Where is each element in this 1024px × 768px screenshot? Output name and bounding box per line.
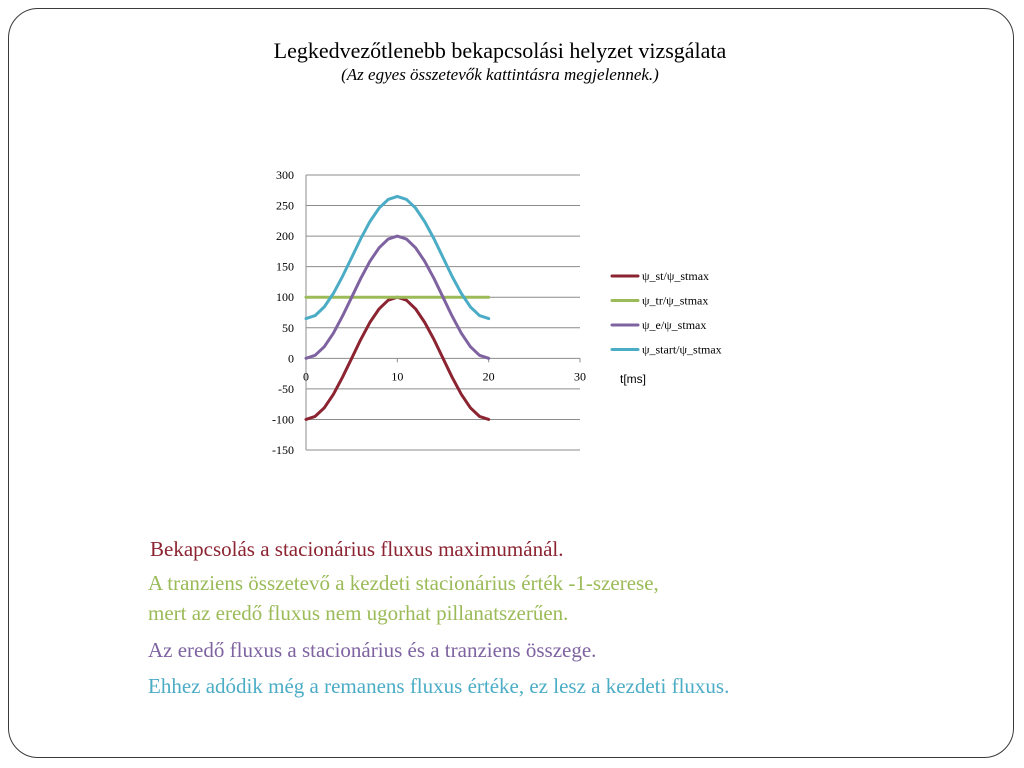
x-tick-label: 30	[574, 369, 586, 384]
y-tick-label: -50	[278, 381, 294, 396]
y-tick-label: -100	[272, 412, 294, 427]
y-tick-label: 50	[282, 320, 294, 335]
caption-transient-2: mert az eredő fluxus nem ugorhat pillanatszerűen.	[148, 601, 569, 625]
x-tick-label: 20	[482, 369, 495, 384]
caption-transient-1: A tranziens összetevő a kezdeti stacionárius érték -1-szerese,	[148, 571, 659, 595]
legend-label: ψ_tr/ψ_stmax	[642, 293, 709, 308]
caption-resultant: Az eredő fluxus a stacionárius és a tranziens összege.	[148, 638, 597, 662]
slide-title: Legkedvezőtlenebb bekapcsolási helyzet vizsgálata	[273, 38, 727, 63]
y-tick-label: -150	[272, 443, 294, 457]
slide-subtitle: (Az egyes összetevők kattintásra megjelennek.)	[341, 65, 659, 84]
y-tick-label: 100	[276, 290, 294, 305]
y-tick-label: 150	[276, 259, 294, 274]
x-axis-label: t[ms]	[620, 372, 646, 386]
caption-stationary: Bekapcsolás a stacionárius fluxus maximumánál.	[150, 537, 564, 561]
series-line	[306, 196, 489, 318]
x-tick-label: 10	[391, 369, 404, 384]
y-tick-label: 250	[276, 198, 294, 213]
x-tick-label: 0	[303, 369, 309, 384]
y-tick-label: 0	[288, 351, 294, 366]
legend-label: ψ_e/ψ_stmax	[642, 318, 707, 332]
y-tick-label: 300	[276, 168, 294, 182]
legend-label: ψ_start/ψ_stmax	[642, 342, 722, 357]
legend-label: ψ_st/ψ_stmax	[642, 269, 710, 283]
y-tick-label: 200	[276, 229, 294, 244]
caption-remanent: Ehhez adódik még a remanens fluxus értéke, ez lesz a kezdeti fluxus.	[148, 674, 730, 698]
